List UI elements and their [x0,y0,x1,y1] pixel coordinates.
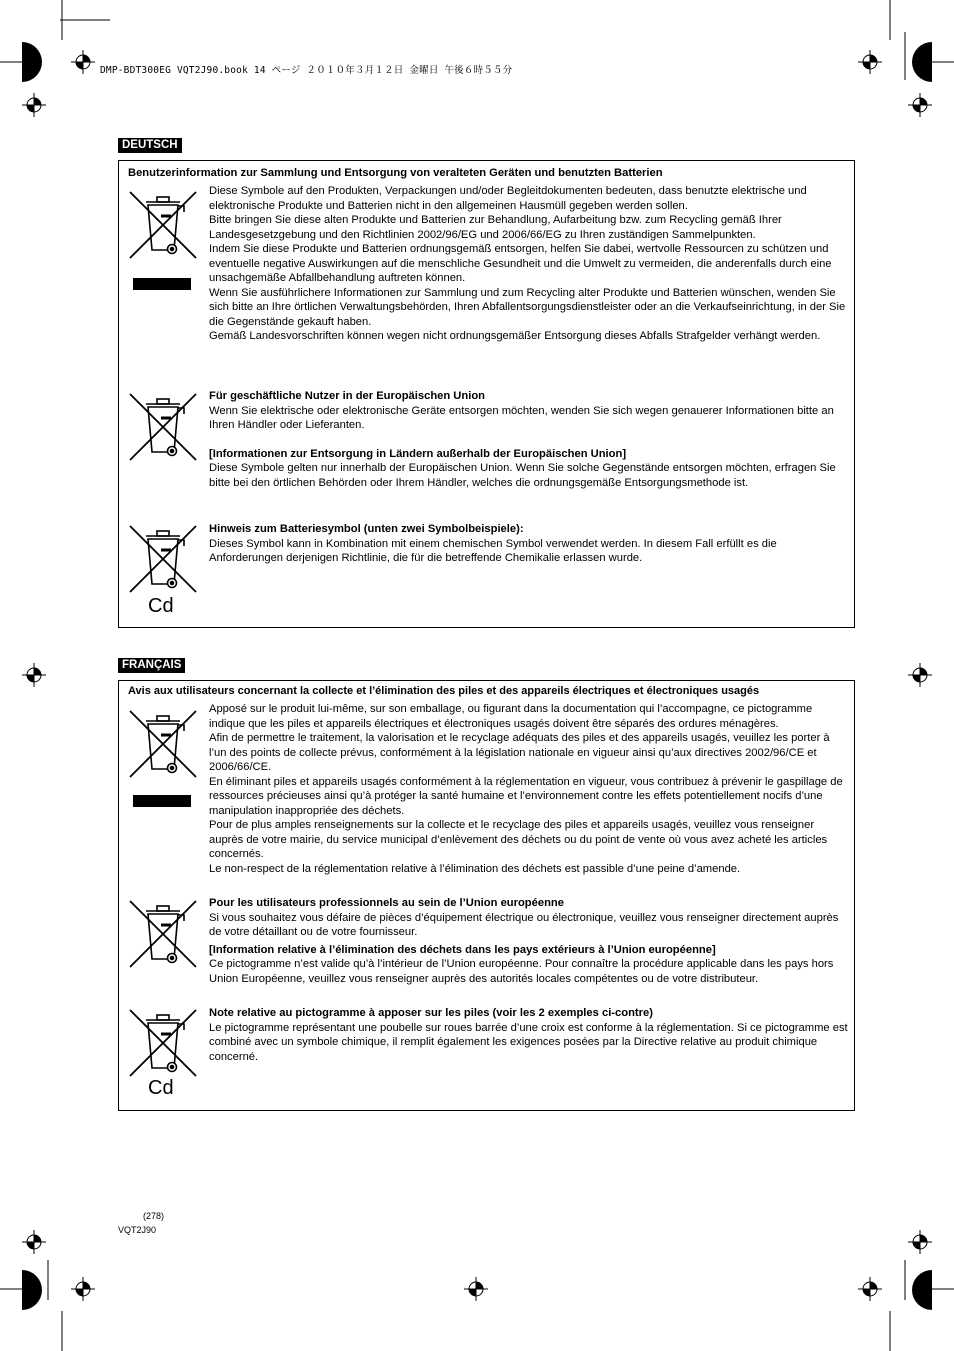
page-reference: (278) [143,1211,165,1221]
francais-paragraph: Apposé sur le produit lui-même, sur son emballage, ou figurant dans la documentation qui l’accompagne, ce pictogramme indique que les piles et appareils électriques et électroniques usagés doivent être séparés des ordures ménagères. [209,703,813,730]
francais-paragraph: Le non-respect de la réglementation relative à l’élimination des déchets est passible d’une peine d’amende. [209,862,741,875]
deutsch-paragraph: Wenn Sie ausführlichere Informationen zur Sammlung und zum Recycling alter Produkte und Batterien wünschen, wenden Sie sich bitte an Ihre örtlichen Verwaltungsbehörden, Ihren Abfallentsorgungsdienstleister oder an die Verkaufseinrichtung, in der Sie die Gegenstände gekauft haben. [209,286,846,328]
deutsch-title: Benutzerinformation zur Sammlung und Entsorgung von veralteten Geräten und benutzten Batterien [128,167,663,179]
corner-mark-icon [22,42,42,82]
deutsch-outside-text: Diese Symbole gelten nur innerhalb der Europäischen Union. Wenn Sie solche Gegenstände entsorgen möchten, erfragen Sie bitte bei den örtlichen Behörden oder Ihrem Händler, welches die ordnungsgemäße Entsorgungsmethode ist. [209,462,836,489]
language-label-deutsch: DEUTSCH [118,138,182,153]
deutsch-battery-heading: Hinweis zum Batteriesymbol (unten zwei Symbolbeispiele): [209,523,524,535]
deutsch-paragraph: Gemäß Landesvorschriften können wegen nicht ordnungsgemäßer Entsorgung dieses Abfalls Strafgelder verhängt werden. [209,330,821,342]
francais-business-text: Si vous souhaitez vous défaire de pièces d’équipement électrique ou électronique, veuillez vous renseigner directement auprès de votre détaillant ou de votre fournisseur. [209,911,839,938]
francais-battery-text: Le pictogramme représentant une poubelle sur roues barrée d’une croix est conforme à la réglementation. Si ce pictogramme est combiné avec un symbole chimique, il remplit également les exigences posées par la Directive relative au produit chimique concerné. [209,1021,848,1063]
registration-mark-icon [858,50,882,74]
registration-mark-icon [71,1277,95,1301]
cadmium-symbol: Cd [148,595,174,617]
registration-mark-icon [858,1277,882,1301]
corner-mark-icon [22,1270,42,1310]
document-code: VQT2J90 [118,1225,157,1235]
cadmium-symbol: Cd [148,1077,174,1099]
deutsch-outside-heading: [Informationen zur Entsorgung in Ländern außerhalb der Europäischen Union] [209,447,627,460]
registration-mark-icon [908,1230,932,1254]
registration-mark-icon [464,1277,488,1301]
francais-title: Avis aux utilisateurs concernant la collecte et l’élimination des piles et des appareils électriques et électroniques usagés [128,685,760,697]
registration-mark-icon [22,663,46,687]
deutsch-paragraph: Bitte bringen Sie diese alten Produkte und Batterien zur Behandlung, Aufarbeitung bzw. zum Recycling gemäß Ihrer Landesgesetzgebung und den Richtlinien 2002/96/EG und 2006/66/EG zu Ihren zuständigen Sammelpunkten. [209,214,782,241]
registration-mark-icon [908,663,932,687]
francais-paragraph: En éliminant piles et appareils usagés conformément à la réglementation en vigueur, vous contribuez à prévenir le gaspillage de ressources précieuses ainsi qu’à protéger la santé humaine et l’environnement contre les effets potentiellement nocifs d’une manipulation inappropriée des déchets. [209,775,843,817]
deutsch-paragraph: Diese Symbole auf den Produkten, Verpackungen und/oder Begleitdokumenten bedeuten, dass benutzte elektrische und elektronische Produkte und Batterien nicht in den allgemeinen Hausmüll gegeben werden sollen. [209,185,807,212]
registration-mark-icon [22,1230,46,1254]
book-header-line: DMP-BDT300EG VQT2J90.book 14 ページ ２０１０年３月１２日 金曜日 午後６時５５分 [100,65,513,76]
language-label-francais: FRANÇAIS [118,658,185,673]
registration-mark-icon [908,93,932,117]
deutsch-business-heading: Für geschäftliche Nutzer in der Europäischen Union [209,390,486,402]
registration-mark-icon [22,93,46,117]
francais-business-heading: Pour les utilisateurs professionnels au sein de l’Union européenne [209,897,564,909]
deutsch-paragraph: Indem Sie diese Produkte und Batterien ordnungsgemäß entsorgen, helfen Sie dabei, wertvolle Ressourcen zu schützen und eventuelle negative Auswirkungen auf die menschliche Gesundheit und die Umwelt zu vermeiden, die anderenfalls durch eine unsachgemäße Abfallbehandlung auftreten können. [209,243,832,284]
francais-outside-text: Ce pictogramme n’est valide qu’à l’intérieur de l’Union européenne. Pour connaître la procédure applicable dans les pays hors Union Européenne, veuillez vous renseigner auprès des autorités locales compétentes ou de votre distributeur. [209,958,834,985]
corner-mark-icon [912,42,932,82]
registration-mark-icon [71,50,95,74]
corner-mark-icon [912,1270,932,1310]
francais-battery-heading: Note relative au pictogramme à apposer sur les piles (voir les 2 exemples ci-contre) [209,1007,653,1019]
deutsch-battery-text: Dieses Symbol kann in Kombination mit einem chemischen Symbol verwendet werden. In diesem Fall erfüllt es die Anforderungen derjenigen Richtlinie, die für die betreffende Chemikalie erlassen wurde. [209,537,777,564]
francais-paragraph: Pour de plus amples renseignements sur la collecte et le recyclage des piles et appareils usagés, veuillez vous renseigner auprès de votre mairie, du service municipal d’enlèvement des déchets ou du point de vente où vous avez acheté les articles concernés. [209,819,828,860]
deutsch-business-text: Wenn Sie elektrische oder elektronische Geräte entsorgen möchten, wenden Sie sich wegen genauerer Informationen bitte an Ihren Händler oder Lieferanten. [209,404,834,431]
francais-outside-heading: [Information relative à l’élimination des déchets dans les pays extérieurs à l’Union européenne] [209,943,716,956]
francais-paragraph: Afin de permettre le traitement, la valorisation et le recyclage adéquats des piles et des appareils usagés, veuillez les porter à l’un des points de collecte prévus, conformément à la législation nationale en vigueur ainsi qu’aux directives 2002/96/CE et 2006/66/CE. [209,732,830,773]
